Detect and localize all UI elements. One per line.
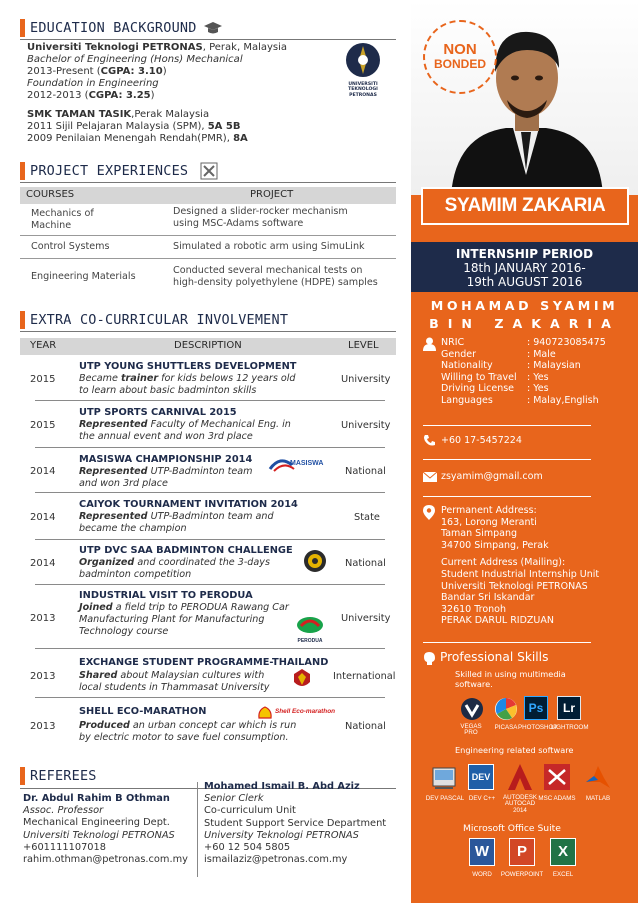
app-label: WORD bbox=[472, 871, 492, 878]
activity-desc: Organized and coordinated the 3-days badminton competition bbox=[79, 557, 270, 581]
word-icon: W bbox=[469, 838, 495, 866]
addresses: Permanent Address: 163, Lorong Meranti Taman Simpang 34700 Simpang, Perak Current Address (Mailing): Student Industrial Internship Unit Universiti Teknologi PETRONAS Bandar Sri Iskandar 32610 Tronoh PERAK DARUL RIDZUAN bbox=[441, 505, 600, 627]
foundation-line: Foundation in Engineering bbox=[27, 78, 159, 89]
extra-heading bbox=[20, 310, 288, 330]
ms-office-title: Microsoft Office Suite bbox=[463, 823, 561, 834]
phone-icon bbox=[423, 434, 436, 447]
university-line: Universiti Teknologi PETRONAS, Perak, Malaysia bbox=[27, 42, 288, 53]
degree-line: Bachelor of Engineering (Hons) Mechanical bbox=[27, 54, 243, 65]
activity-level: International bbox=[333, 671, 396, 682]
tools-icon bbox=[200, 162, 218, 180]
name-banner: SYAMIM ZAKARIA bbox=[421, 187, 629, 225]
activity-year: 2014 bbox=[30, 466, 56, 477]
activity-year: 2013 bbox=[30, 671, 56, 682]
profile-photo bbox=[411, 0, 638, 195]
activity-title: CAIYOK TOURNAMENT INVITATION 2014 bbox=[79, 499, 298, 510]
project-course: Mechanics of Machine bbox=[31, 208, 94, 231]
activity-desc: Produced an urban concept car which is run by electric motor to save fuel consumption. bbox=[79, 720, 297, 744]
activity-level: University bbox=[341, 420, 391, 431]
activity-year: 2013 bbox=[30, 613, 56, 624]
activity-desc: Represented Faculty of Mechanical Eng. in the annual event and won 3rd place bbox=[79, 419, 291, 443]
activity-desc: Represented UTP-Badminton team and became the champion bbox=[79, 511, 274, 535]
app-label: VEGAS PRO bbox=[460, 723, 482, 737]
location-pin-icon bbox=[423, 505, 435, 520]
activity-desc: Shared about Malaysian cultures with local students in Thammasat University bbox=[79, 670, 270, 694]
project-desc: Conducted several mechanical tests on high-density polyethylene (HDPE) samples bbox=[173, 265, 378, 288]
app-label: PHOTOSHOP bbox=[518, 724, 558, 731]
education-title: EDUCATION BACKGROUND bbox=[30, 20, 197, 36]
activity-title: MASISWA CHAMPIONSHIP 2014 bbox=[79, 454, 253, 465]
full-name-line1: MOHAMAD SYAMIM bbox=[430, 298, 619, 313]
excel-icon: X bbox=[550, 838, 576, 866]
activity-title: INDUSTRIAL VISIT TO PERODUA bbox=[79, 590, 253, 601]
activity-title: UTP SPORTS CARNIVAL 2015 bbox=[79, 407, 237, 418]
activity-desc: Represented UTP-Badminton team and won 3rd place bbox=[79, 466, 253, 490]
graduation-cap-icon bbox=[203, 21, 223, 35]
project-desc: Designed a slider-rocker mechanism using MSC-Adams software bbox=[173, 206, 348, 229]
projects-heading bbox=[20, 161, 218, 181]
activity-level: National bbox=[345, 721, 386, 732]
activity-level: National bbox=[345, 466, 386, 477]
lightroom-icon: Lr bbox=[557, 696, 581, 720]
app-label: DEV C++ bbox=[468, 795, 496, 802]
app-label: MSC ADAMS bbox=[538, 795, 576, 802]
right-sidebar bbox=[411, 0, 638, 903]
app-label: EXCEL bbox=[552, 871, 574, 878]
app-label: POWERPOINT bbox=[500, 871, 544, 878]
non-bonded-badge: NON BONDED bbox=[423, 20, 497, 94]
utp-logo: UNIVERSITI TEKNOLOGI PETRONAS bbox=[338, 42, 388, 108]
activity-title: UTP YOUNG SHUTTLERS DEVELOPMENT bbox=[79, 361, 297, 372]
activity-desc: Joined a field trip to PERODUA Rawang Car Manufacturing Plant for Manufacturing Technology course bbox=[79, 602, 289, 638]
multimedia-desc: Skilled in using multimedia software. bbox=[455, 669, 566, 689]
activity-year: 2014 bbox=[30, 512, 56, 523]
activity-year: 2015 bbox=[30, 374, 56, 385]
activity-level: National bbox=[345, 558, 386, 569]
activity-desc: Became trainer for kids belows 12 years old to learn about basic badminton skills bbox=[79, 373, 296, 397]
project-course: Engineering Materials bbox=[31, 271, 136, 282]
person-icon bbox=[423, 337, 436, 351]
activity-year: 2015 bbox=[30, 420, 56, 431]
app-label: LIGHTROOM bbox=[551, 724, 589, 731]
internship-period: INTERNSHIP PERIOD 18th JANUARY 2016- 19th AUGUST 2016 bbox=[411, 242, 638, 292]
thammasat-logo bbox=[292, 668, 312, 694]
app-label: AUTODESK AUTOCAD 2014 bbox=[503, 794, 537, 814]
photoshop-icon: Ps bbox=[524, 696, 548, 720]
activity-title: SHELL ECO-MARATHON bbox=[79, 706, 207, 717]
referee-2: Mohamed Ismail B. Abd Aziz Senior Clerk Co-curriculum Unit Student Support Service Department University Teknologi PETRONAS +60 12 504 5805 ismailaziz@petronas.com.my bbox=[204, 781, 387, 866]
activity-year: 2013 bbox=[30, 721, 56, 732]
dev-cpp-icon: DEV bbox=[468, 764, 494, 790]
projects-table-header: COURSES PROJECT bbox=[20, 187, 396, 204]
shell-eco-marathon-logo: Shell Eco-marathon bbox=[257, 704, 329, 722]
referees-heading bbox=[20, 766, 97, 786]
personal-details: NRIC : 940723085475 Gender : Male Nationality : Malaysian Willing to Travel : Yes Driving License : Yes Languages : Malay,English bbox=[441, 337, 606, 406]
app-label: MATLAB bbox=[585, 795, 611, 802]
extra-table-header: YEAR DESCRIPTION LEVEL bbox=[20, 338, 396, 355]
extra-title: EXTRA CO-CURRICULAR INVOLVEMENT bbox=[30, 312, 289, 328]
school-line: SMK TAMAN TASIK,Perak Malaysia bbox=[27, 109, 210, 120]
app-label: DEV PASCAL bbox=[425, 795, 465, 802]
activity-title: EXCHANGE STUDENT PROGRAMME-THAILAND bbox=[79, 657, 329, 668]
powerpoint-icon: P bbox=[509, 838, 535, 866]
dev-pascal-icon bbox=[431, 764, 457, 790]
email-address[interactable]: zsyamim@gmail.com bbox=[441, 471, 543, 482]
brain-icon bbox=[423, 651, 436, 665]
vegas-pro-icon bbox=[460, 697, 484, 721]
project-course: Control Systems bbox=[31, 241, 110, 252]
email-icon bbox=[423, 472, 437, 482]
engineering-software-title: Engineering related software bbox=[455, 745, 574, 755]
autocad-icon bbox=[507, 763, 533, 791]
msc-adams-icon bbox=[544, 764, 570, 790]
activity-level: State bbox=[354, 512, 380, 523]
project-desc: Simulated a robotic arm using SimuLink bbox=[173, 241, 365, 252]
activity-year: 2014 bbox=[30, 558, 56, 569]
projects-title: PROJECT EXPERIENCES bbox=[30, 163, 189, 179]
foundation-period: 2012-2013 (CGPA: 3.25) bbox=[27, 90, 155, 101]
matlab-icon bbox=[584, 764, 612, 790]
skills-title: Professional Skills bbox=[440, 650, 549, 664]
activity-level: University bbox=[341, 374, 391, 385]
pmr-line: 2009 Penilaian Menengah Rendah(PMR), 8A bbox=[27, 133, 248, 144]
picasa-icon bbox=[494, 697, 518, 721]
spm-line: 2011 Sijil Pelajaran Malaysia (SPM), 5A 5B bbox=[27, 121, 241, 132]
activity-title: UTP DVC SAA BADMINTON CHALLENGE bbox=[79, 545, 293, 556]
referee-1: Dr. Abdul Rahim B Othman Assoc. Professor Mechanical Engineering Dept. Universiti Teknologi PETRONAS +601111107018 rahim.othman@petronas.com.my bbox=[23, 793, 188, 866]
masiswa-logo: MASISWA bbox=[268, 455, 334, 475]
perodua-logo: PERODUA bbox=[290, 616, 330, 644]
app-label: PICASA bbox=[494, 724, 518, 731]
education-heading bbox=[20, 18, 223, 38]
referees-title: REFEREES bbox=[30, 768, 97, 784]
activity-level: University bbox=[341, 613, 391, 624]
full-name-line2: BIN ZAKARIA bbox=[429, 316, 620, 331]
phone-number[interactable]: +60 17-5457224 bbox=[441, 435, 522, 446]
degree-period: 2013-Present (CGPA: 3.10) bbox=[27, 66, 167, 77]
dvc-saa-logo bbox=[303, 549, 327, 577]
